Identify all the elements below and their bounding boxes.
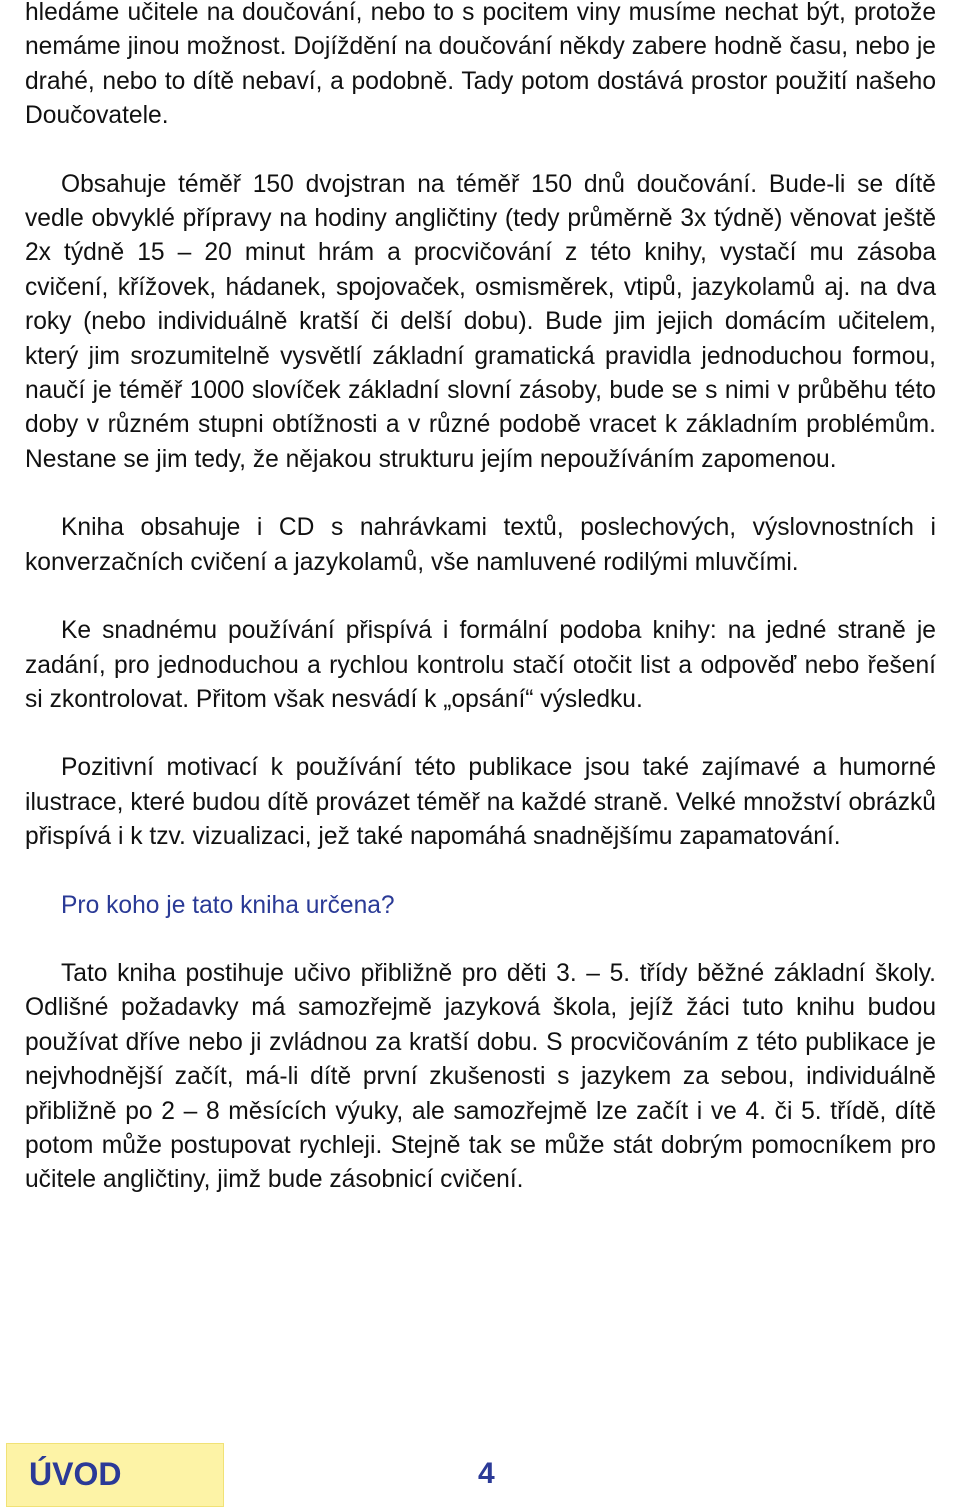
- page-number: 4: [478, 1457, 495, 1490]
- paragraph-contents: Obsahuje téměř 150 dvojstran na téměř 150 dnů doučování. Bude-li se dítě vedle obvyklé přípravy na hodiny angličtiny (tedy průměrně 3x týdně) věnovat ještě 2x týdně 15 – 20 minut hrám a procvičování z této knihy, vystačí mu zásoba cvičení, křížovek, hádanek, spojovaček, osmisměrek, vtipů, jazykolamů aj. na dva roky (nebo individuálně kratší či delší dobu). Bude jim jejich domácím učitelem, který jim srozumitelně vysvětlí základní gramatická pravidla jednoduchou formou, naučí je téměř 1000 slovíček základní slovní zásoby, bude se s nimi v průběhu této doby v různém stupni obtížnosti a v různé podobě vracet k základním problémům. Nestane se jim tedy, že nějakou strukturu jejím nepoužíváním zapomenou.: [25, 170, 936, 473]
- section-heading: Pro koho je tato kniha určena?: [61, 891, 395, 919]
- paragraph-motivation: Pozitivní motivací k používání této publikace jsou také zajímavé a humorné ilustrace, které budou dítě provázet téměř na každé straně. Velké množství obrázků přispívá i k tzv. vizualizaci, jež také napomáhá snadnějšímu zapamatování.: [25, 754, 936, 851]
- paragraph-cd: Kniha obsahuje i CD s nahrávkami textů, poslechových, výslovnostních i konverzačních cvičení a jazykolamů, vše namluvené rodilými mluvčími.: [25, 514, 936, 576]
- section-tag-label: ÚVOD: [29, 1456, 122, 1492]
- document-body: [25, 0, 936, 1198]
- section-tag: [6, 1443, 224, 1507]
- paragraph-audience: Tato kniha postihuje učivo přibližně pro děti 3. – 5. třídy běžné základní školy. Odlišné požadavky má samozřejmě jazyková škola, jejíž žáci tuto knihu budou používat dříve nebo ji zvládnou za kratší dobu. S procvičováním z této publikace je nejvhodnější začít, má-li dítě první zkušenosti s jazykem za sebou, individuálně přibližně po 2 – 8 měsících výuky, ale samozřejmě lze začít i ve 4. či 5. třídě, dítě potom může postupovat rychleji. Stejně tak se může stát dobrým pomocníkem pro učitele angličtiny, jimž bude zásobnicí cvičení.: [25, 959, 936, 1194]
- paragraph-intro: hledáme učitele na doučování, nebo to s pocitem viny musíme nechat být, protože nemáme jinou možnost. Dojíždění na doučování někdy zabere hodně času, nebo je drahé, nebo to dítě nebaví, a podobně. Tady potom dostává prostor použití našeho Doučovatele.: [25, 0, 936, 130]
- paragraph-format: Ke snadnému používání přispívá i formální podoba knihy: na jedné straně je zadání, pro jednoduchou a rychlou kontrolu stačí otočit list a odpověď nebo řešení si zkontrolovat. Přitom však nesvádí k „opsání“ výsledku.: [25, 617, 936, 713]
